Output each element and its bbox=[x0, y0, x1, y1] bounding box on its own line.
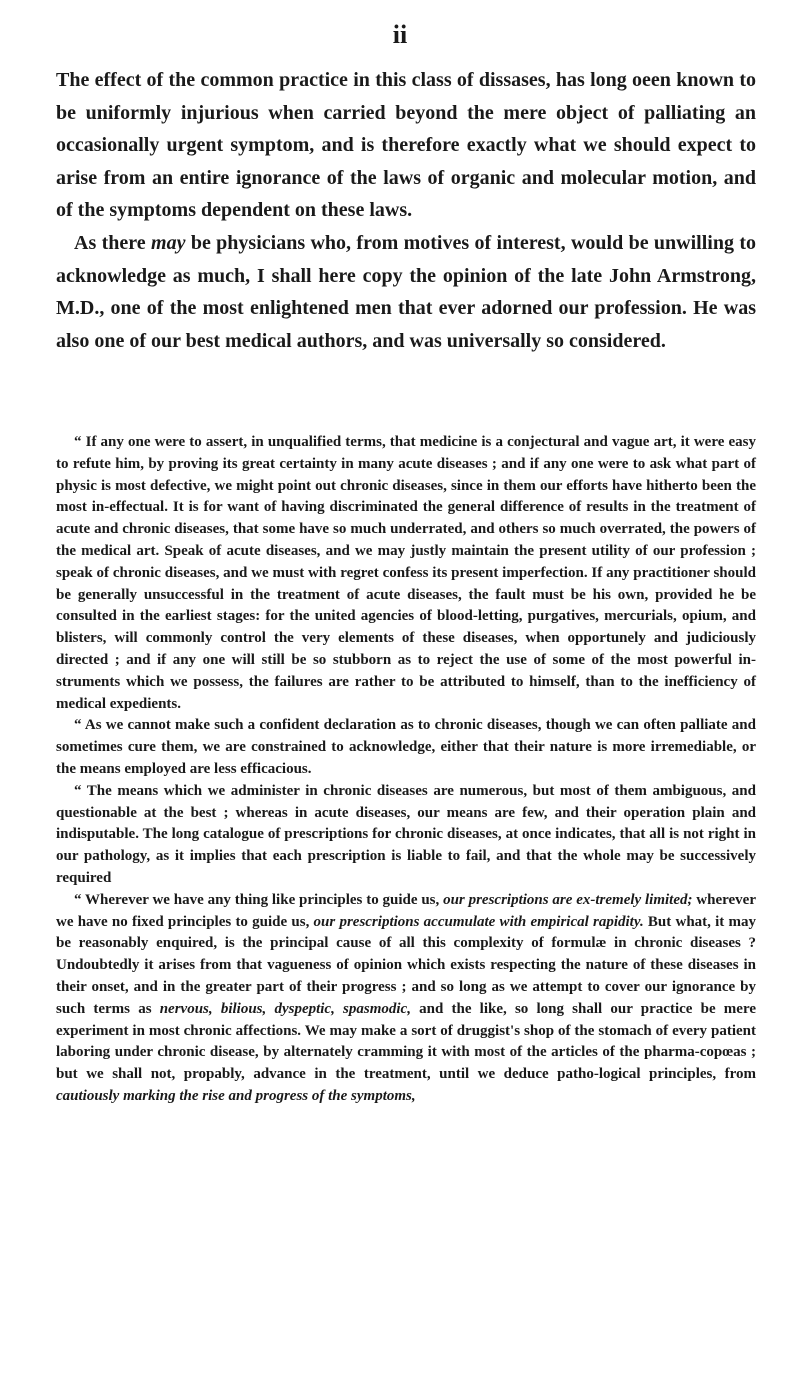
quotation-block bbox=[56, 432, 756, 1108]
quote-paragraph-3: “ The means which we administer in chronic diseases are numerous, but most of them ambiguous, and questionable at the best ; whereas in acute diseases, our means are few, and their operation plain and indisputable. The long catalogue of prescriptions for chronic diseases, at once indicates, that all is not right in our pathology, as it implies that each prescription is liable to fail, and that the whole may be successively required bbox=[56, 782, 756, 886]
main-text bbox=[56, 64, 756, 357]
page-number: ii bbox=[392, 20, 408, 49]
paragraph-effect: The effect of the common practice in this class of dissases, has long oeen known to be uniformly injurious when carried beyond the mere object of palliating an occasionally urgent symptom, and is therefore exactly what we should expect to arise from an entire ignorance of the laws of organic and molecular motion, and of the symptoms dependent on these laws. bbox=[56, 69, 756, 222]
quote-paragraph-1: “ If any one were to assert, in unqualified terms, that medicine is a conjectural and vague art, it were easy to refute him, by proving its great certainty in many acute diseases ; and if any one were to ask what part of physic is most defective, we might point out chronic diseases, since in them our efforts have hitherto been the most in-effectual. It is for want of having discriminated the general difference of results in the treatment of acute and chronic diseases, that some have so much underrated, and others so much overrated, the powers of the medical art. Speak of acute diseases, and we may justly maintain the present utility of our profession ; speak of chronic diseases, and we must with regret confess its present imperfection. If any practitioner should be generally unsuccessful in the treatment of acute diseases, the fault must be his own, provided he be consulted in the earliest stages: for the united agencies of blood-letting, purgatives, mercurials, opium, and blisters, will commonly control the very elements of these diseases, when opportunely and judiciously directed ; and if any one will still be so stubborn as to reject the use of some of the most powerful in-struments which we possess, the failures are rather to be attributed to himself, than to the inefficiency of medical expedients. bbox=[56, 434, 756, 712]
quote-paragraph-4: “ Wherever we have any thing like principles to guide us, our prescriptions are ex-tremely limited; wherever we have no fixed principles to guide us, our prescriptions accumulate with empirical rapidity. But what, it may be reasonably enquired, is the principal cause of all this complexity of formulæ in chronic diseases ? Undoubtedly it arises from that vagueness of opinion which exists respecting the nature of these diseases in their onset, and in the greater part of their progress ; and so long as we attempt to cover our ignorance by such terms as nervous, bilious, dyspeptic, spasmodic, and the like, so long shall our practice be mere experiment in most chronic affections. We may make a sort of druggist's shop of the stomach of every patient laboring under chronic disease, by alternately cramming it with most of the articles of the pharma-copœas ; but we shall not, propably, advance in the treatment, until we deduce patho-logical principles, from cautiously marking the rise and progress of the symptoms, bbox=[56, 891, 757, 1104]
quote-paragraph-2: “ As we cannot make such a confident declaration as to chronic diseases, though we can often palliate and sometimes cure them, we are constrained to acknowledge, either that their nature is more irremediable, or the means employed are less efficacious. bbox=[56, 717, 756, 777]
paragraph-armstrong-intro: As there may be physicians who, from motives of interest, would be unwilling to acknowledge as much, I shall here copy the opinion of the late John Armstrong, M.D., one of the most enlightened men that ever adorned our profession. He was also one of our best medical authors, and was universally so considered. bbox=[56, 231, 756, 352]
emphasis-may: may bbox=[151, 231, 186, 254]
